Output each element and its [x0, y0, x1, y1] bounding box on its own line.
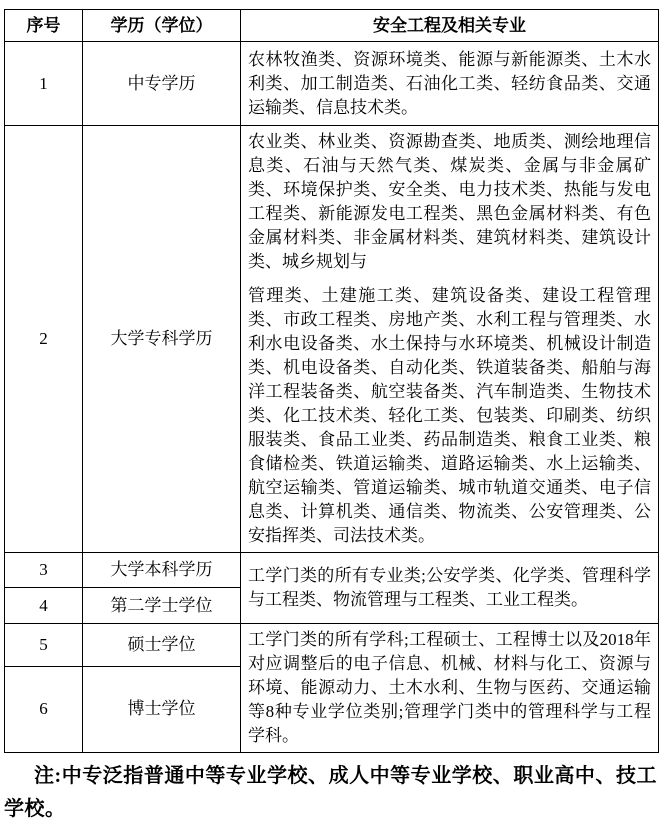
qualification-majors-table	[4, 9, 659, 753]
row-6-number-cell: 6	[5, 666, 83, 752]
footnote: 注:中专泛指普通中等专业学校、成人中等专业学校、职业高中、技工学校。	[4, 765, 657, 820]
header-cell-majors: 安全工程及相关专业	[241, 10, 659, 42]
majors-paragraph: 农业类、林业类、资源勘查类、地质类、测绘地理信息类、石油与天然气类、煤炭类、金属与非金属矿类、环境保护类、安全类、电力技术类、热能与发电工程类、新能源发电工程类、黑色金属材料类、有色金属材料类、非金属材料类、建筑材料类、建筑设计类、城乡规划与	[248, 132, 651, 271]
row-6-degree-cell: 博士学位	[83, 666, 241, 752]
row-1-majors-cell	[241, 42, 659, 126]
row-5-number-cell: 5	[5, 624, 83, 667]
row-1-degree-cell: 中专学历	[83, 42, 241, 126]
majors-paragraph: 管理类、土建施工类、建筑设备类、建设工程管理类、市政工程类、房地产类、水利工程与管理类、水利水电设备类、水土保持与水环境类、机械设计制造类、机电设备类、自动化类、铁道装备类、船舶与海洋工程装备类、航空装备类、汽车制造类、生物技术类、化工技术类、轻化工类、包装类、印刷类、纺织服装类、食品工业类、药品制造类、粮食工业类、粮食储检类、铁道运输类、道路运输类、水上运输类、航空运输类、管道运输类、城市轨道交通类、电子信息类、计算机类、通信类、物流类、公安管理类、公安指挥类、司法技术类。	[248, 286, 651, 545]
rows-5-6-majors-cell	[241, 624, 659, 753]
row-4-number-cell: 4	[5, 588, 83, 624]
row-2-majors-cell	[241, 126, 659, 553]
rows-3-4-majors-cell	[241, 553, 659, 624]
majors-paragraph: 工学门类的所有专业类;公安学类、化学类、管理科学与工程类、物流管理与工程类、工业工程类。	[248, 566, 651, 609]
table-row-3	[5, 553, 659, 588]
row-4-degree-cell: 第二学士学位	[83, 588, 241, 624]
header-cell-degree: 学历（学位）	[83, 10, 241, 42]
table-header-row	[5, 10, 659, 42]
row-3-degree-cell: 大学本科学历	[83, 553, 241, 588]
table-row-2	[5, 126, 659, 553]
row-2-degree-cell: 大学专科学历	[83, 126, 241, 553]
row-3-number-cell: 3	[5, 553, 83, 588]
majors-paragraph: 工学门类的所有学科;工程硕士、工程博士以及2018年对应调整后的电子信息、机械、材料与化工、资源与环境、能源动力、土木水利、生物与医药、交通运输等8种专业学位类别;管理学门类中的管理科学与工程学科。	[248, 630, 651, 745]
table-row-1	[5, 42, 659, 126]
majors-paragraph: 农林牧渔类、资源环境类、能源与新能源类、土木水利类、加工制造类、石油化工类、轻纺食品类、交通运输类、信息技术类。	[248, 49, 651, 117]
row-5-degree-cell: 硕士学位	[83, 624, 241, 667]
row-2-number-cell: 2	[5, 126, 83, 553]
header-cell-index: 序号	[5, 10, 83, 42]
row-1-number-cell: 1	[5, 42, 83, 126]
table-row-5	[5, 624, 659, 667]
